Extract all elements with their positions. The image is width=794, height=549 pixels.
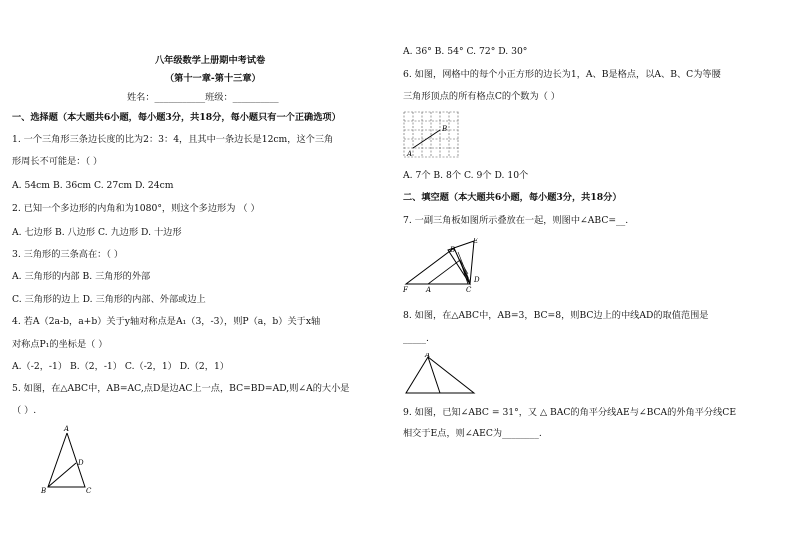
q1-options: A. 54cm B. 36cm C. 27cm D. 24cm xyxy=(12,180,174,191)
section-1-heading: 一、选择题（本大题共6小题，每小题3分，共18分，每小题只有一个正确选项） xyxy=(12,112,341,123)
section-2-heading: 二、填空题（本大题共6小题，每小题3分，共18分） xyxy=(403,192,622,203)
q5-label-c: C xyxy=(86,487,92,495)
q5-line1: 5. 如图，在△ABC中，AB=AC,点D是边AC上一点，BC=BD=AD,则∠A的大小是 xyxy=(12,383,350,394)
q4-line2: 对称点P₁的坐标是（ ） xyxy=(12,339,108,350)
q6-label-a: A xyxy=(407,150,413,158)
q5-label-a: A xyxy=(64,425,70,433)
q6-grid-figure xyxy=(402,110,464,162)
q5-label-d: D xyxy=(78,459,84,467)
q6-options: A. 7个 B. 8个 C. 9个 D. 10个 xyxy=(403,170,529,181)
q6-label-b: B xyxy=(442,125,448,133)
q3-options-cd: C. 三角形的边上 D. 三角形的内部、外部或边上 xyxy=(12,294,206,305)
q1-line2: 形周长不可能是：（ ） xyxy=(12,156,103,167)
q2-options: A. 七边形 B. 八边形 C. 九边形 D. 十边形 xyxy=(12,227,182,238)
q5-label-b: B xyxy=(41,487,47,495)
q7-label-f: F xyxy=(403,286,408,294)
q7-set-squares-figure xyxy=(402,238,482,294)
q7-label-d: D xyxy=(474,276,480,284)
q4-line1: 4. 若A（2a-b，a+b）关于y轴对称点是A₁（3，-3），则P（a，b）关于x轴 xyxy=(12,316,321,327)
q9-line1: 9. 如图，已知∠ABC = 31°，又 △ BAC的角平分线AE与∠BCA的外角平分线CE xyxy=(403,407,737,418)
q1-line1: 1. 一个三角形三条边长度的比为2：3：4，且其中一条边长是12cm，这个三角 xyxy=(12,134,334,145)
q3: 3. 三角形的三条高在：（ ） xyxy=(12,249,124,260)
q2: 2. 已知一个多边形的内角和为1080°，则这个多边形为 （ ） xyxy=(12,203,260,214)
q8-median-figure xyxy=(402,353,478,399)
q7: 7. 一副三角板如图所示叠放在一起，则图中∠ABC=__. xyxy=(403,215,629,226)
q4-options: A.（-2，-1） B.（2，-1） C.（-2，1） D.（2，1） xyxy=(12,361,229,372)
q8-line1: 8. 如图，在△ABC中，AB=3，BC=8，则BC边上的中线AD的取值范围是 xyxy=(403,310,709,321)
page-subtitle: （第十一章-第十三章） xyxy=(165,73,261,84)
q3-options-ab: A. 三角形的内部 B. 三角形的外部 xyxy=(12,271,151,282)
q7-label-c: C xyxy=(466,286,472,294)
q7-label-e: E xyxy=(473,238,479,245)
page-title: 八年级数学上册期中考试卷 xyxy=(155,55,266,66)
q6-line2: 三角形顶点的所有格点C的个数为（ ） xyxy=(403,91,560,102)
q9-line2: 相交于E点，则∠AEC为________. xyxy=(403,428,542,439)
q8-line2: _____. xyxy=(403,333,429,344)
q7-label-a: A xyxy=(426,286,432,294)
q8-label-a: A xyxy=(425,353,431,359)
name-class-line: 姓名：___________班级：__________ xyxy=(127,92,279,103)
q7-label-b: B xyxy=(450,246,456,254)
q5-line2: （ ）. xyxy=(12,405,37,416)
q5-options: A. 36° B. 54° C. 72° D. 30° xyxy=(403,46,528,57)
q5-triangle-figure xyxy=(40,425,100,497)
q6-line1: 6. 如图，网格中的每个小正方形的边长为1，A、B是格点，以A、B、C为等腰 xyxy=(403,69,721,80)
